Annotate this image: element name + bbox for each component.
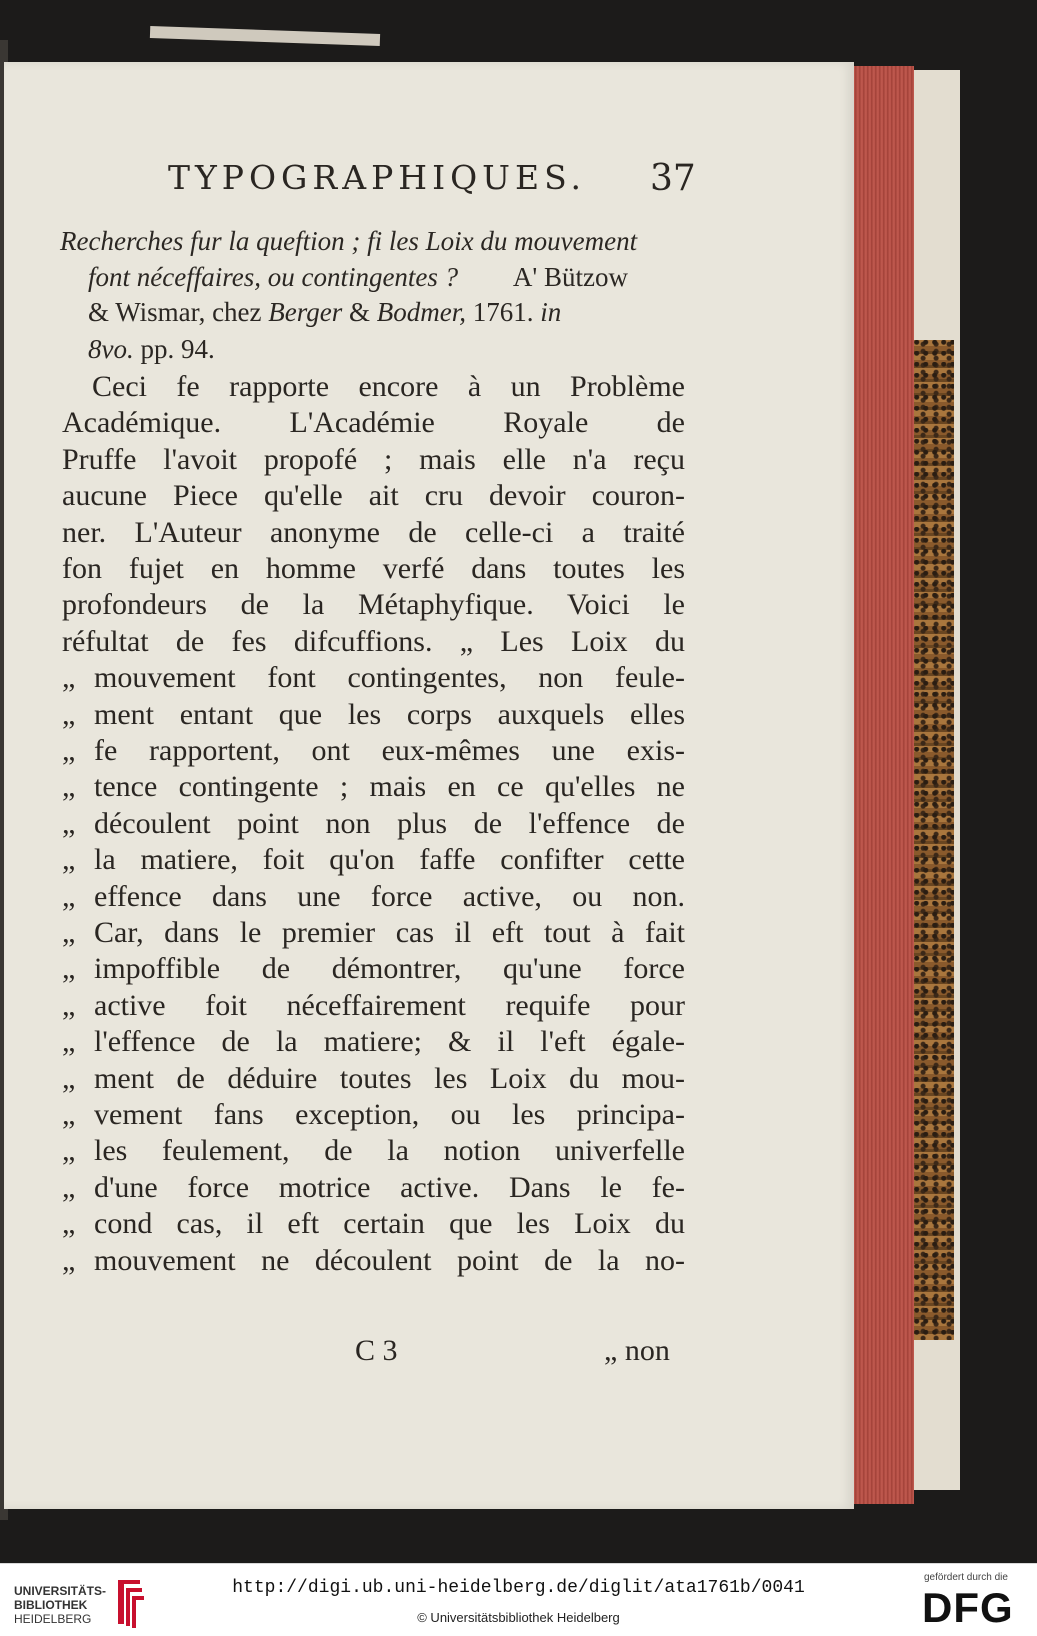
quote-mark: „: [62, 1134, 76, 1168]
text-line: [62, 1098, 685, 1132]
text-line: [62, 661, 685, 695]
line-text: la matiere, foit qu'on faffe confifter cette: [94, 843, 685, 877]
text-line: [62, 406, 685, 440]
quote-mark: „: [62, 1170, 76, 1204]
line-text: d'une force motrice active. Dans le fe-: [94, 1170, 685, 1204]
citation-line: Recherches fur la queftion ; fi les Loix du mouvement: [60, 226, 638, 256]
citation-place: A' Bützow: [512, 262, 629, 292]
text-line: [62, 880, 685, 914]
footer-bar: [0, 1563, 1037, 1636]
line-text: mouvement font contingentes, non feule-: [94, 661, 685, 695]
quote-mark: „: [62, 734, 76, 767]
line-text: Ceci fe rapporte encore à un Problème: [92, 370, 685, 403]
quote-mark: „: [62, 988, 76, 1022]
line-text: ner. L'Auteur anonyme de celle-ci a traité: [62, 515, 685, 549]
citation-line: [88, 262, 628, 293]
line-text: découlent point non plus de l'effence de: [94, 806, 685, 840]
citation-format: in: [540, 297, 562, 327]
text-line: [62, 588, 685, 622]
marbled-edge: [914, 340, 954, 1340]
line-text: mouvement ne découlent point de la no-: [94, 1243, 685, 1277]
text-line: [62, 479, 685, 513]
text-line: [62, 916, 685, 950]
quote-mark: „: [62, 916, 76, 949]
text-line: [62, 807, 685, 841]
library-name-line: UNIVERSITÄTS-: [14, 1584, 107, 1598]
quote-mark: „: [62, 661, 76, 695]
quote-mark: „: [62, 879, 76, 913]
text-line: [62, 625, 685, 659]
citation-pages: pp. 94.: [140, 334, 215, 364]
line-text: profondeurs de la Métaphyfique. Voici le: [62, 588, 685, 622]
line-text: l'effence de la matiere; & il l'eft égale-: [94, 1025, 685, 1059]
text-line: [62, 770, 685, 804]
text-line: [62, 843, 685, 877]
signature-mark: C 3: [355, 1334, 398, 1367]
citation-ampersand: &: [349, 297, 371, 327]
text-line: [62, 370, 685, 404]
line-text: effence dans une force active, ou non.: [94, 879, 685, 913]
text-line: [62, 952, 685, 986]
line-text: vement fans exception, ou les principa-: [94, 1098, 685, 1131]
citation-line: [88, 297, 561, 328]
text-line: [62, 1025, 685, 1059]
citation-format: 8vo.: [88, 334, 134, 364]
citation-year: 1761.: [472, 297, 534, 327]
text-line: [62, 443, 685, 477]
quote-mark: „: [62, 1025, 76, 1059]
running-head: TYPOGRAPHIQUES.: [168, 158, 586, 197]
quote-mark: „: [62, 770, 76, 804]
quote-mark: „: [62, 843, 76, 877]
text-line: [62, 1134, 685, 1168]
text-line: [62, 734, 685, 768]
text-line: [62, 698, 685, 732]
quote-mark: „: [62, 1207, 76, 1241]
quote-mark: „: [62, 952, 76, 986]
quote-mark: „: [62, 1061, 76, 1095]
citation-line: [88, 334, 215, 365]
line-text: Académique. L'Académie Royale de: [62, 406, 685, 440]
text-line: [62, 1244, 685, 1278]
line-text: aucune Piece qu'elle ait cru devoir couron-: [62, 479, 685, 513]
quote-mark: „: [62, 806, 76, 840]
page-number: 37: [650, 158, 696, 199]
text-line: [62, 516, 685, 550]
permalink-url[interactable]: http://digi.ub.uni-heidelberg.de/diglit/ata1761b/0041: [232, 1578, 805, 1598]
line-text: Car, dans le premier cas il eft tout à fait: [94, 916, 685, 949]
quote-mark: „: [62, 1098, 76, 1131]
quote-mark: „: [62, 1243, 76, 1277]
catchword: „ non: [604, 1334, 670, 1367]
line-text: les feulement, de la notion univerfelle: [94, 1134, 685, 1168]
line-text: fe rapportent, ont eux-mêmes une exis-: [94, 734, 685, 767]
funding-label: gefördert durch die: [924, 1572, 1008, 1583]
text-line: [62, 1062, 685, 1096]
library-name-line: HEIDELBERG: [14, 1612, 92, 1626]
citation-printer: Bodmer,: [376, 297, 467, 327]
copyright-notice: © Universitätsbibliothek Heidelberg: [417, 1610, 620, 1625]
line-text: ment de déduire toutes les Loix du mou-: [94, 1061, 685, 1095]
line-text: active foit néceffairement requife pour: [94, 988, 685, 1022]
red-page-edge: [848, 66, 914, 1504]
line-text: tence contingente ; mais en ce qu'elles ne: [94, 770, 685, 804]
line-text: impoffible de démontrer, qu'une force: [94, 952, 685, 986]
line-text: Pruffe l'avoit propofé ; mais elle n'a reçu: [62, 442, 685, 476]
citation-printer: Berger: [268, 297, 343, 327]
line-text: ment entant que les corps auxquels elles: [94, 697, 685, 731]
text-line: [62, 1171, 685, 1205]
text-line: [62, 989, 685, 1023]
paper-strip: [150, 26, 380, 46]
library-name-line: BIBLIOTHEK: [14, 1598, 88, 1612]
line-text: cond cas, il eft certain que les Loix du: [94, 1207, 685, 1241]
text-line: [62, 552, 685, 586]
line-text: réfultat de fes difcuffions. „ Les Loix du: [62, 624, 685, 658]
quote-mark: „: [62, 697, 76, 731]
text-line: [62, 1207, 685, 1241]
line-text: fon fujet en homme verfé dans toutes les: [62, 552, 685, 585]
dfg-logo[interactable]: DFG: [922, 1584, 1014, 1631]
citation-title: font néceffaires, ou contingentes ?: [88, 262, 459, 292]
citation-place: & Wismar, chez: [88, 297, 262, 327]
